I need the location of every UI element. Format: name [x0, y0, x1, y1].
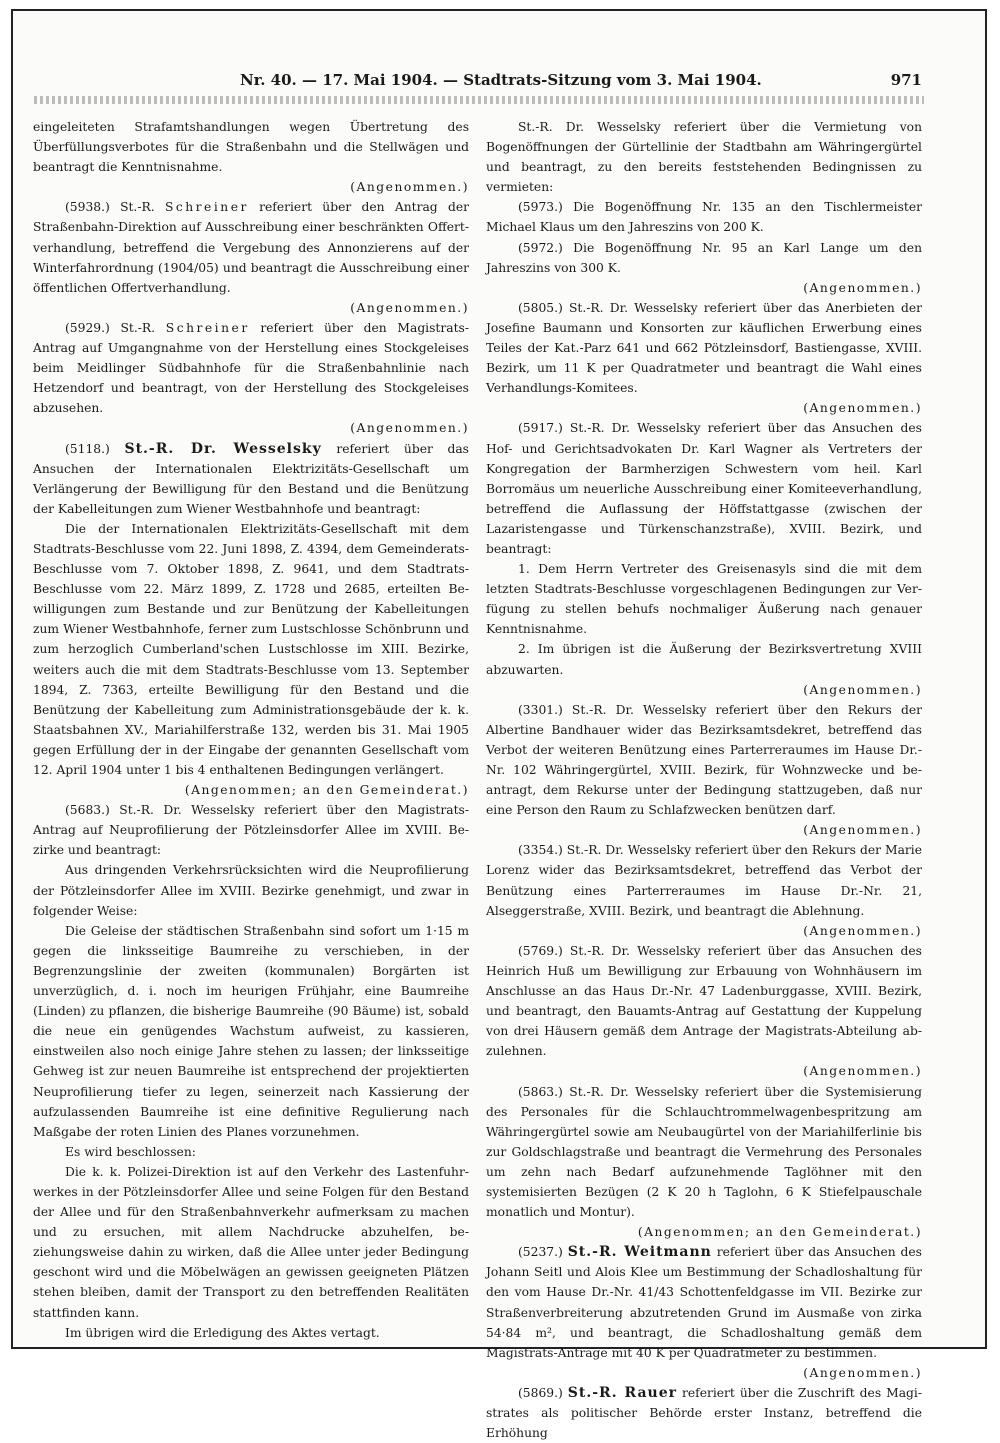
paragraph: St.-R. Dr. Wesselsky referiert über die Vermietung von Bogenöffnungen der Gürtellinie der Stadtbahn am Währingergürtel und beantragt, zu den bereits feststehenden Bedingnissen zu vermieten: — [486, 120, 922, 195]
paragraph: Die der Internationalen Elektrizitäts-Gesellschaft mit dem Stadtrats-Beschlusse vom 22. Juni 1898, Z. 4394, dem Gemeinderats-Beschlusse vom 7. Oktober 1898, Z. 9641, und dem Stadtrats-Beschlusse vom 22. März 1899, Z. 1728 und 2685, erteilten Bewilligungen zum Bestande und zur Benützung der Kabelleitungen zum Wiener Westbahnhofe, ferner zum Lustschlosse Schönbrunn und zum herzoglich Cumberland'schen Lustschlosse im XIII. Bezirke, weiters auch die mit dem Stadtrats-Beschlusse vom 13. September 1894, Z. 7363, erteilte Bewilligung für den Bestand und die Benützung der Kabelleitung zum Administrationsgebäude der k. k. Staatsbahnen XV., Mariahilferstraße 132, werden bis 31. Mai 1905 gegen Erfüllung der in der Eingabe der genannten Gesellschaft vom 12. April 1904 unter 1 bis 4 enthaltenen Bedingungen verlängert. — [33, 521, 469, 777]
paragraph: (5972.) Die Bogenöffnung Nr. 95 an Karl Lange um den Jahreszins von 300 K. — [486, 240, 922, 275]
status-note: (Angenommen.) — [803, 280, 922, 295]
paragraph: (5863.) St.-R. Dr. Wesselsky referiert über die Systemisierung des Personales für die Schlauchtrommelwagenbespritzung am Währingergürtel sowie am Neubaugürtel von der Mariahilferlinie bis zur Goldschlagstraße und beantragt die Vermehrung des Personales um zehn nach Bedarf aufzunehmende Taglöhner mit den systemisierten Bezügen (2 K 20 h Taglohn, 6 K Stiefelpauschale monatlich und Montur). — [486, 1084, 922, 1220]
paragraph: (5769.) St.-R. Dr. Wesselsky referiert über das Ansuchen des Heinrich Huß um Bewilligung zur Erbauung von Wohnhäusern im Anschlusse an das Haus Dr.-Nr. 47 Ladenburggasse, XVIII. Bezirk, und beantragt, den Bauamts-Antrag auf Gestattung der Kuppelung von drei Häusern gemäß dem Antrage der Magistrats-Abteilung abzulehnen. — [486, 943, 922, 1059]
status-note: (Angenommen.) — [803, 682, 922, 697]
paragraph: (5683.) St.-R. Dr. Wesselsky referiert über den Magistrats-Antrag auf Neuprofilierung der Pötzleinsdorfer Allee im XVIII. Bezirke und beantragt: — [33, 803, 469, 858]
paragraph: (5869.) St.-R. Rauer referiert über die Zuschrift des Magistrates als politischer Behörde erster Instanz, betreffend die Erhöhung — [486, 1384, 922, 1441]
page-number: 971 — [890, 71, 922, 89]
status-note: (Angenommen.) — [803, 923, 922, 938]
header-divider — [34, 96, 924, 104]
speaker-name: St.-R. Dr. Wesselsky — [124, 440, 322, 457]
speaker-name: St.-R. Rauer — [567, 1384, 677, 1401]
paragraph: (5929.) St.-R. Schreiner referiert über den Magistrats-Antrag auf Umgangnahme von der Herstellung eines Stockgeleises beim Meidlinger Südbahnhofe für die Straßenbahnlinie nach Hetzendorf und beantragt, von der Herstellung des Stockgeleises abzusehen. — [33, 320, 469, 416]
paragraph: (5118.) St.-R. Dr. Wesselsky referiert über das Ansuchen der Internationalen Elektrizitäts-Gesellschaft um Verlängerung der Bewilligung für den Bestand und die Benützung der Kabelleitungen zum Wiener Westbahnhofe und beantragt: — [33, 440, 469, 516]
paragraph: (5917.) St.-R. Dr. Wesselsky referiert über das Ansuchen des Hof- und Gerichtsadvokaten Dr. Karl Wagner als Vertreters der Kongregation der Barmherzigen Schwestern vom heil. Karl Borromäus um neuerliche Ausschreibung einer Komiteeverhandlung, betreffend die Auflassung der Höffstattgasse (zwischen der Lazaristengasse und Türkenschanzstraße), XVIII. Bezirk, und beantragt: — [486, 421, 922, 556]
paragraph: (5237.) St.-R. Weitmann referiert über das Ansuchen des Johann Seitl und Alois Klee um Bestimmung der Schadloshaltung für den vom Hause Dr.-Nr. 41/43 Schottenfeldgasse im VII. Bezirke zur Straßenverbreiterung abzutretenden Grund im Ausmaße von zirka 54·84 m², und beantragt, die Schadloshaltung gemäß dem Magistrats-Antrage mit 40 K per Quadratmeter zu bestimmen. — [486, 1244, 922, 1360]
status-note: (Angenommen; an den Gemeinderat.) — [184, 783, 469, 798]
paragraph: (5805.) St.-R. Dr. Wesselsky referiert über das Anerbieten der Josefine Baumann und Konsorten zur käuflichen Erwerbung eines Teiles der Kat.-Parz 641 und 662 Pötzleinsdorf, Bastiengasse, XVIII. Bezirk, um 11 K per Quadratmeter und beantragt die Wahl eines Verhandlungs-Komitees. — [486, 300, 922, 396]
paragraph: (3354.) St.-R. Dr. Wesselsky referiert über den Rekurs der Marie Lorenz wider das Bezirksamtsdekret, betreffend das Verbot der Benützung eines Parterreraumes im Hause Dr.-Nr. 21, Alseggerstraße, XVIII. Bezirk, und beantragt die Ablehnung. — [486, 843, 922, 918]
paragraph: eingeleiteten Strafamtshandlungen wegen Übertretung des Überfüllungsverbotes für die Straßenbahn und die Stellwägen und beantragt die Kenntnisnahme. — [33, 120, 469, 175]
paragraph: Es wird beschlossen: — [65, 1144, 196, 1159]
paragraph: Aus dringenden Verkehrsrücksichten wird die Neuprofilierung der Pötzleinsdorfer Allee im XVIII. Bezirke genehmigt, und zwar in folgender Weise: — [33, 863, 469, 918]
paragraph: (5973.) Die Bogenöffnung Nr. 135 an den Tischlermeister Michael Klaus um den Jahreszins von 200 K. — [486, 200, 922, 235]
paragraph: (3301.) St.-R. Dr. Wesselsky referiert über den Rekurs der Albertine Bandhauer wider das Bezirksamtsdekret, betreffend das Verbot der weiteren Benützung eines Parterreraumes im Hause Dr.-Nr. 102 Währingergürtel, XVIII. Bezirk, für Wohnzwecke und beantragt, dem Rekurse unter der Bedingung stattzugeben, daß nur eine Person den Raum zu Schlafzwecken benützen darf. — [486, 702, 922, 818]
status-note: (Angenommen.) — [803, 1064, 922, 1079]
paragraph: 2. Im übrigen ist die Äußerung der Bezirksvertretung XVIII abzuwarten. — [486, 642, 922, 677]
right-column — [486, 117, 922, 1443]
status-note: (Angenommen.) — [350, 421, 469, 436]
status-note: (Angenommen.) — [803, 1365, 922, 1380]
paragraph: Die k. k. Polizei-Direktion ist auf den Verkehr des Lastenfuhrwerkes in der Pötzleinsdorfer Allee und seine Folgen für den Bestand der Allee und für den Straßenbahnverkehr aufmerksam zu machen und zu ersuchen, mit allem Nachdrucke abzuhelfen, beziehungsweise dahin zu wirken, daß die Allee unter jeder Bedingung geschont wird und die Möbelwägen an gewissen geeigneten Plätzen stehen bleiben, damit der Transport zu den betreffenden Realitäten stattfinden kann. — [33, 1164, 469, 1320]
status-note: (Angenommen; an den Gemeinderat.) — [637, 1225, 922, 1240]
status-note: (Angenommen.) — [350, 300, 469, 315]
paragraph: Im übrigen wird die Erledigung des Aktes vertagt. — [65, 1325, 380, 1340]
status-note: (Angenommen.) — [803, 401, 922, 416]
header-title: Nr. 40. — 17. Mai 1904. — Stadtrats-Sitzung vom 3. Mai 1904. — [240, 71, 762, 89]
speaker-name: Schreiner — [165, 320, 250, 335]
status-note: (Angenommen.) — [350, 180, 469, 195]
left-column — [33, 117, 469, 1343]
paragraph: (5938.) St.-R. Schreiner referiert über den Antrag der Straßenbahn-Direktion auf Ausschreibung einer beschränkten Offertverhandlung, betreffend die Vergebung des Annonzierens auf der Winterfahrordnung (1904/05) und beantragt die Ausschreibung einer öffentlichen Offertverhandlung. — [33, 200, 469, 295]
status-note: (Angenommen.) — [803, 823, 922, 838]
speaker-name: St.-R. Weitmann — [567, 1244, 712, 1261]
speaker-name: Schreiner — [164, 200, 249, 215]
paragraph: Die Geleise der städtischen Straßenbahn sind sofort um 1·15 m gegen die linksseitige Baumreihe zu verschieben, in der Begrenzungslinie der zweiten (kommunalen) Borgärten ist unverzüglich, d. i. noch im heurigen Frühjahr, eine Baumreihe (Linden) zu pflanzen, die bisherige Baumreihe (90 Bäume) ist, sobald die neue ein genügendes Wachstum aufweist, zu kassieren, einstweilen also noch einige Jahre stehen zu lassen; der linksseitige Gehweg ist zur neuen Baumreihe ist entsprechend der projektierten Neuprofilierung tiefer zu legen, seinerzeit nach Kassierung der aufzulassenden Baumreihe ist eine definitive Regulierung nach Maßgabe der roten Linien des Planes vorzunehmen. — [33, 923, 469, 1139]
paragraph: 1. Dem Herrn Vertreter des Greisenasyls sind die mit dem letzten Stadtrats-Beschlusse vorgeschlagenen Bedingungen zur Verfügung zu stellen behufs nochmaliger Äußerung nach genauer Kenntnisnahme. — [486, 562, 922, 637]
